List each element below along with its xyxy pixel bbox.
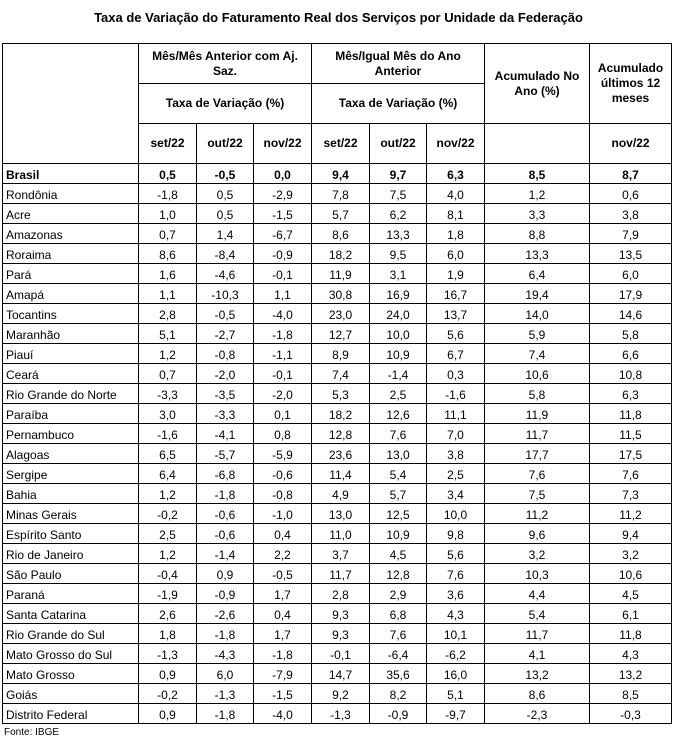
- table-row: [3, 284, 672, 304]
- value-cell: 1,2: [139, 344, 197, 364]
- value-cell: -1,8: [254, 644, 312, 664]
- state-name: Roraima: [3, 244, 139, 264]
- value-cell: 19,4: [485, 284, 590, 304]
- state-name: Amazonas: [3, 224, 139, 244]
- state-name: Pará: [3, 264, 139, 284]
- value-cell: 24,0: [370, 304, 427, 324]
- value-cell: -1,3: [197, 684, 254, 704]
- state-name: Brasil: [3, 164, 139, 184]
- value-cell: 11,9: [312, 264, 370, 284]
- value-cell: 5,6: [427, 544, 485, 564]
- value-cell: 12,8: [370, 564, 427, 584]
- value-cell: 14,6: [590, 304, 672, 324]
- value-cell: 2,5: [139, 524, 197, 544]
- value-cell: 13,3: [485, 244, 590, 264]
- value-cell: 13,0: [370, 444, 427, 464]
- value-cell: 7,6: [370, 424, 427, 444]
- value-cell: 0,4: [254, 524, 312, 544]
- value-cell: 1,4: [197, 224, 254, 244]
- header-accumulated-year: Acumulado No Ano (%): [485, 44, 590, 124]
- table-row-brasil: [3, 164, 672, 184]
- value-cell: -9,7: [427, 704, 485, 724]
- month-header: nov/22: [254, 124, 312, 164]
- table-row: [3, 564, 672, 584]
- value-cell: -4,0: [254, 704, 312, 724]
- value-cell: 6,8: [370, 604, 427, 624]
- value-cell: 7,6: [427, 564, 485, 584]
- table-row: [3, 224, 672, 244]
- value-cell: 12,6: [370, 404, 427, 424]
- value-cell: 1,9: [427, 264, 485, 284]
- value-cell: 10,1: [427, 624, 485, 644]
- value-cell: 4,3: [590, 644, 672, 664]
- table-row: [3, 364, 672, 384]
- state-name: Amapá: [3, 284, 139, 304]
- table-row: [3, 624, 672, 644]
- value-cell: -4,0: [254, 304, 312, 324]
- value-cell: -0,2: [139, 684, 197, 704]
- value-cell: -7,9: [254, 664, 312, 684]
- value-cell: 11,5: [590, 424, 672, 444]
- table-row: [3, 184, 672, 204]
- value-cell: 13,2: [485, 664, 590, 684]
- value-cell: 23,0: [312, 304, 370, 324]
- state-name: Distrito Federal: [3, 704, 139, 724]
- table-row: [3, 604, 672, 624]
- value-cell: 4,1: [485, 644, 590, 664]
- value-cell: 5,8: [485, 384, 590, 404]
- value-cell: 10,9: [370, 344, 427, 364]
- table-row: [3, 324, 672, 344]
- value-cell: -1,6: [139, 424, 197, 444]
- value-cell: -3,3: [139, 384, 197, 404]
- value-cell: 10,6: [590, 564, 672, 584]
- value-cell: -4,1: [197, 424, 254, 444]
- value-cell: 2,9: [370, 584, 427, 604]
- value-cell: 3,8: [427, 444, 485, 464]
- value-cell: -0,3: [590, 704, 672, 724]
- value-cell: 6,3: [590, 384, 672, 404]
- value-cell: -0,2: [139, 504, 197, 524]
- state-name: Rio de Janeiro: [3, 544, 139, 564]
- month-header: out/22: [197, 124, 254, 164]
- value-cell: 12,7: [312, 324, 370, 344]
- value-cell: 4,4: [485, 584, 590, 604]
- value-cell: -2,3: [485, 704, 590, 724]
- value-cell: 13,5: [590, 244, 672, 264]
- value-cell: 9,3: [312, 624, 370, 644]
- value-cell: 8,6: [485, 684, 590, 704]
- value-cell: 0,9: [139, 664, 197, 684]
- value-cell: 5,7: [370, 484, 427, 504]
- value-cell: 12,8: [312, 424, 370, 444]
- table-row: [3, 504, 672, 524]
- value-cell: 1,8: [427, 224, 485, 244]
- value-cell: -0,6: [254, 464, 312, 484]
- value-cell: 0,9: [197, 564, 254, 584]
- state-name: Bahia: [3, 484, 139, 504]
- value-cell: 6,7: [427, 344, 485, 364]
- value-cell: 6,4: [139, 464, 197, 484]
- state-name: Paraná: [3, 584, 139, 604]
- state-name: Pernambuco: [3, 424, 139, 444]
- value-cell: 8,6: [312, 224, 370, 244]
- value-cell: 3,7: [312, 544, 370, 564]
- value-cell: 18,2: [312, 244, 370, 264]
- state-name: Minas Gerais: [3, 504, 139, 524]
- table-body: [3, 164, 672, 724]
- value-cell: 9,3: [312, 604, 370, 624]
- value-cell: 11,8: [590, 624, 672, 644]
- value-cell: -1,8: [139, 184, 197, 204]
- value-cell: -1,5: [254, 684, 312, 704]
- value-cell: -2,0: [254, 384, 312, 404]
- value-cell: 0,7: [139, 224, 197, 244]
- value-cell: 11,0: [312, 524, 370, 544]
- value-cell: 6,5: [139, 444, 197, 464]
- state-name: Rio Grande do Sul: [3, 624, 139, 644]
- value-cell: 7,4: [485, 344, 590, 364]
- value-cell: -2,7: [197, 324, 254, 344]
- table-row: [3, 704, 672, 724]
- value-cell: -1,9: [139, 584, 197, 604]
- value-cell: 30,8: [312, 284, 370, 304]
- value-cell: 3,6: [427, 584, 485, 604]
- value-cell: -0,9: [254, 244, 312, 264]
- value-cell: -8,4: [197, 244, 254, 264]
- value-cell: 5,4: [485, 604, 590, 624]
- value-cell: 12,5: [370, 504, 427, 524]
- table-row: [3, 644, 672, 664]
- value-cell: 6,6: [590, 344, 672, 364]
- value-cell: 23,6: [312, 444, 370, 464]
- value-cell: 3,0: [139, 404, 197, 424]
- header-accumulated-12-months: Acumulado últimos 12 meses: [590, 44, 672, 124]
- value-cell: -6,7: [254, 224, 312, 244]
- value-cell: 1,1: [254, 284, 312, 304]
- table-row: [3, 684, 672, 704]
- value-cell: -0,9: [370, 704, 427, 724]
- value-cell: -0,5: [197, 164, 254, 184]
- value-cell: 0,5: [197, 204, 254, 224]
- value-cell: -1,4: [197, 544, 254, 564]
- value-cell: 11,9: [485, 404, 590, 424]
- value-cell: 13,2: [590, 664, 672, 684]
- value-cell: 2,2: [254, 544, 312, 564]
- state-name: Tocantins: [3, 304, 139, 324]
- table-row: [3, 664, 672, 684]
- value-cell: 0,5: [197, 184, 254, 204]
- value-cell: -1,6: [427, 384, 485, 404]
- state-name: Ceará: [3, 364, 139, 384]
- month-header: set/22: [312, 124, 370, 164]
- value-cell: 9,5: [370, 244, 427, 264]
- table-row: [3, 464, 672, 484]
- value-cell: -1,3: [139, 644, 197, 664]
- value-cell: 10,6: [485, 364, 590, 384]
- value-cell: 16,9: [370, 284, 427, 304]
- state-name: Espírito Santo: [3, 524, 139, 544]
- value-cell: 0,5: [139, 164, 197, 184]
- value-cell: 8,5: [590, 684, 672, 704]
- value-cell: 1,2: [485, 184, 590, 204]
- value-cell: 9,6: [485, 524, 590, 544]
- value-cell: 0,9: [139, 704, 197, 724]
- value-cell: 2,5: [370, 384, 427, 404]
- table-row: [3, 444, 672, 464]
- value-cell: 8,8: [485, 224, 590, 244]
- value-cell: -1,8: [254, 324, 312, 344]
- value-cell: 6,4: [485, 264, 590, 284]
- value-cell: 4,0: [427, 184, 485, 204]
- value-cell: 17,5: [590, 444, 672, 464]
- value-cell: -6,8: [197, 464, 254, 484]
- value-cell: -1,4: [370, 364, 427, 384]
- value-cell: -0,5: [197, 304, 254, 324]
- value-cell: 14,7: [312, 664, 370, 684]
- value-cell: 13,3: [370, 224, 427, 244]
- value-cell: 6,3: [427, 164, 485, 184]
- value-cell: 3,8: [590, 204, 672, 224]
- value-cell: 5,7: [312, 204, 370, 224]
- value-cell: 2,8: [139, 304, 197, 324]
- value-cell: 5,4: [370, 464, 427, 484]
- value-cell: 3,2: [590, 544, 672, 564]
- value-cell: 0,1: [254, 404, 312, 424]
- value-cell: 8,9: [312, 344, 370, 364]
- value-cell: -3,5: [197, 384, 254, 404]
- value-cell: -2,6: [197, 604, 254, 624]
- value-cell: 10,3: [485, 564, 590, 584]
- value-cell: 10,0: [370, 324, 427, 344]
- value-cell: 5,9: [485, 324, 590, 344]
- value-cell: 9,2: [312, 684, 370, 704]
- value-cell: 8,2: [370, 684, 427, 704]
- value-cell: -1,3: [312, 704, 370, 724]
- value-cell: 6,0: [197, 664, 254, 684]
- value-cell: 17,7: [485, 444, 590, 464]
- state-name: Mato Grosso do Sul: [3, 644, 139, 664]
- value-cell: 9,8: [427, 524, 485, 544]
- value-cell: 18,2: [312, 404, 370, 424]
- state-name: Acre: [3, 204, 139, 224]
- state-name: Alagoas: [3, 444, 139, 464]
- month-header: nov/22: [427, 124, 485, 164]
- value-cell: 11,1: [427, 404, 485, 424]
- group-header-month-over-month: Mês/Mês Anterior com Aj. Saz.: [139, 44, 312, 84]
- value-cell: 13,7: [427, 304, 485, 324]
- value-cell: 0,7: [139, 364, 197, 384]
- value-cell: 5,1: [427, 684, 485, 704]
- table-row: [3, 524, 672, 544]
- state-name: Goiás: [3, 684, 139, 704]
- value-cell: -0,8: [254, 484, 312, 504]
- value-cell: -0,6: [197, 504, 254, 524]
- value-cell: 0,8: [254, 424, 312, 444]
- value-cell: -4,6: [197, 264, 254, 284]
- table-title: Taxa de Variação do Faturamento Real dos Serviços por Unidade da Federação: [94, 10, 583, 25]
- value-cell: 1,7: [254, 584, 312, 604]
- value-cell: 6,0: [427, 244, 485, 264]
- value-cell: 8,5: [485, 164, 590, 184]
- value-cell: -5,7: [197, 444, 254, 464]
- state-name: Rio Grande do Norte: [3, 384, 139, 404]
- value-cell: 9,4: [312, 164, 370, 184]
- table-row: [3, 484, 672, 504]
- value-cell: 7,3: [590, 484, 672, 504]
- value-cell: -1,5: [254, 204, 312, 224]
- value-cell: 13,0: [312, 504, 370, 524]
- month-header: set/22: [139, 124, 197, 164]
- value-cell: -0,5: [254, 564, 312, 584]
- value-cell: 4,5: [590, 584, 672, 604]
- state-name: Piauí: [3, 344, 139, 364]
- value-cell: 7,6: [370, 624, 427, 644]
- value-cell: 3,2: [485, 544, 590, 564]
- state-name: Rondônia: [3, 184, 139, 204]
- value-cell: -1,8: [197, 624, 254, 644]
- value-cell: 8,6: [139, 244, 197, 264]
- value-cell: -5,9: [254, 444, 312, 464]
- table-row: [3, 404, 672, 424]
- value-cell: 10,8: [590, 364, 672, 384]
- value-cell: 2,5: [427, 464, 485, 484]
- value-cell: 11,2: [485, 504, 590, 524]
- value-cell: 11,8: [590, 404, 672, 424]
- table-row: [3, 304, 672, 324]
- value-cell: 5,8: [590, 324, 672, 344]
- value-cell: 10,9: [370, 524, 427, 544]
- value-cell: 8,7: [590, 164, 672, 184]
- value-cell: 3,3: [485, 204, 590, 224]
- month-header: nov/22: [590, 124, 672, 164]
- table-row: [3, 424, 672, 444]
- value-cell: -1,8: [197, 484, 254, 504]
- value-cell: -4,3: [197, 644, 254, 664]
- value-cell: 1,2: [139, 484, 197, 504]
- value-cell: -10,3: [197, 284, 254, 304]
- state-name: Paraíba: [3, 404, 139, 424]
- value-cell: 2,8: [312, 584, 370, 604]
- state-name: Mato Grosso: [3, 664, 139, 684]
- value-cell: -0,1: [254, 264, 312, 284]
- value-cell: 7,4: [312, 364, 370, 384]
- value-cell: 9,7: [370, 164, 427, 184]
- value-cell: 7,8: [312, 184, 370, 204]
- table-row: [3, 384, 672, 404]
- value-cell: 6,2: [370, 204, 427, 224]
- value-cell: 7,5: [485, 484, 590, 504]
- month-header-empty: [485, 124, 590, 164]
- state-name: Sergipe: [3, 464, 139, 484]
- value-cell: 0,0: [254, 164, 312, 184]
- rate-subheader-2: Taxa de Variação (%): [312, 84, 485, 124]
- value-cell: 11,7: [485, 424, 590, 444]
- value-cell: 7,5: [370, 184, 427, 204]
- value-cell: -0,4: [139, 564, 197, 584]
- value-cell: 14,0: [485, 304, 590, 324]
- value-cell: 7,6: [590, 464, 672, 484]
- value-cell: 8,1: [427, 204, 485, 224]
- value-cell: 16,7: [427, 284, 485, 304]
- value-cell: -1,8: [197, 704, 254, 724]
- value-cell: 2,6: [139, 604, 197, 624]
- value-cell: 9,4: [590, 524, 672, 544]
- value-cell: 1,0: [139, 204, 197, 224]
- state-name: São Paulo: [3, 564, 139, 584]
- group-header-year-over-year: Mês/Igual Mês do Ano Anterior: [312, 44, 485, 84]
- value-cell: -0,1: [312, 644, 370, 664]
- table-row: [3, 544, 672, 564]
- value-cell: 1,7: [254, 624, 312, 644]
- value-cell: 11,4: [312, 464, 370, 484]
- value-cell: 11,2: [590, 504, 672, 524]
- value-cell: 6,1: [590, 604, 672, 624]
- value-cell: 1,1: [139, 284, 197, 304]
- table-row: [3, 584, 672, 604]
- value-cell: 3,4: [427, 484, 485, 504]
- month-header: out/22: [370, 124, 427, 164]
- value-cell: 7,9: [590, 224, 672, 244]
- value-cell: -0,9: [197, 584, 254, 604]
- value-cell: -1,0: [254, 504, 312, 524]
- source-note: Fonte: IBGE: [4, 727, 60, 738]
- table-row: [3, 204, 672, 224]
- value-cell: 5,1: [139, 324, 197, 344]
- value-cell: 5,3: [312, 384, 370, 404]
- value-cell: 7,6: [485, 464, 590, 484]
- value-cell: 0,6: [590, 184, 672, 204]
- table-row: [3, 344, 672, 364]
- rate-subheader-1: Taxa de Variação (%): [139, 84, 312, 124]
- value-cell: -6,4: [370, 644, 427, 664]
- value-cell: 10,0: [427, 504, 485, 524]
- services-revenue-table: [2, 43, 672, 724]
- value-cell: -2,0: [197, 364, 254, 384]
- value-cell: 4,3: [427, 604, 485, 624]
- value-cell: 1,6: [139, 264, 197, 284]
- table-row: [3, 264, 672, 284]
- value-cell: 4,9: [312, 484, 370, 504]
- value-cell: -0,1: [254, 364, 312, 384]
- state-name: Santa Catarina: [3, 604, 139, 624]
- value-cell: 11,7: [485, 624, 590, 644]
- value-cell: 35,6: [370, 664, 427, 684]
- value-cell: 0,4: [254, 604, 312, 624]
- value-cell: 5,6: [427, 324, 485, 344]
- value-cell: 11,7: [312, 564, 370, 584]
- value-cell: -0,6: [197, 524, 254, 544]
- value-cell: 0,3: [427, 364, 485, 384]
- value-cell: 7,0: [427, 424, 485, 444]
- value-cell: 1,8: [139, 624, 197, 644]
- state-name: Maranhão: [3, 324, 139, 344]
- value-cell: -0,8: [197, 344, 254, 364]
- value-cell: -3,3: [197, 404, 254, 424]
- state-column-header: [3, 44, 139, 164]
- value-cell: 1,2: [139, 544, 197, 564]
- value-cell: 16,0: [427, 664, 485, 684]
- value-cell: -2,9: [254, 184, 312, 204]
- value-cell: -6,2: [427, 644, 485, 664]
- value-cell: 17,9: [590, 284, 672, 304]
- value-cell: 3,1: [370, 264, 427, 284]
- value-cell: 4,5: [370, 544, 427, 564]
- table-row: [3, 244, 672, 264]
- value-cell: 6,0: [590, 264, 672, 284]
- value-cell: -1,1: [254, 344, 312, 364]
